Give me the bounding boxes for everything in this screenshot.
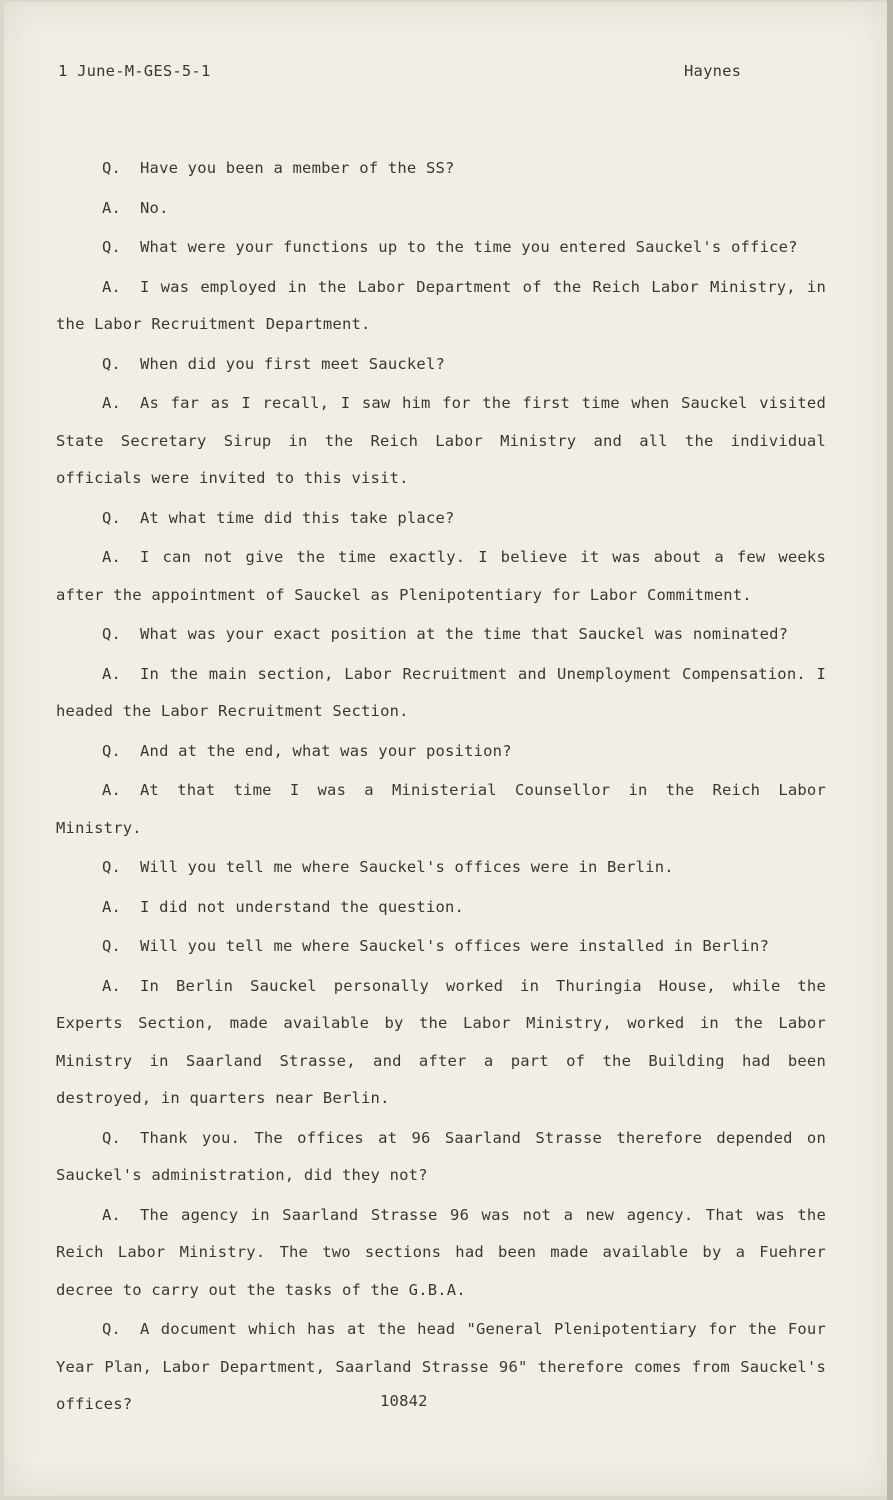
question-label: Q. [102,1320,122,1338]
question-label: Q. [102,354,122,373]
question-text: Thank you. The offices at 96 Saarland Strasse therefore depended on Sauckel's administration, did they not? [56,1128,826,1184]
witness-name: Haynes [684,62,742,80]
question-label: Q. [102,159,122,177]
transcript-paragraph [56,385,826,498]
answer-text: I can not give the time exactly. I believe it was about a few weeks after the appointment of Sauckel as Plenipotentiary for Labor Commitment. [56,548,826,604]
transcript-paragraph [56,1120,826,1195]
answer-label: A. [102,198,122,217]
page-edge [887,0,893,1500]
page-number: 10842 [380,1392,428,1410]
question-text: Will you tell me where Sauckel's offices were in Berlin. [140,858,674,876]
transcript-paragraph [56,229,826,267]
transcript-paragraph [56,656,826,731]
transcript-paragraph [56,849,826,887]
answer-text: In the main section, Labor Recruitment and Unemployment Compensation. I headed the Labor Recruitment Section. [56,664,826,720]
question-text: What was your exact position at the time that Sauckel was nominated? [140,625,789,643]
answer-text: In Berlin Sauckel personally worked in Thuringia House, while the Experts Section, made available by the Labor Ministry, worked in the Labor Ministry in Saarland Strasse, and after a part of the Building had been destroyed, in quarters near Berlin. [56,976,826,1107]
transcript-paragraph [56,616,826,654]
question-text: What were your functions up to the time you entered Sauckel's office? [140,238,798,256]
transcript-paragraph [56,190,826,228]
question-text: A document which has at the head "General Plenipotentiary for the Four Year Plan, Labor Department, Saarland Strasse 96" therefore comes from Sauckel's offices? [56,1320,826,1413]
answer-text: No. [140,198,169,217]
answer-text: At that time I was a Ministerial Counsellor in the Reich Labor Ministry. [56,781,826,837]
question-text: When did you first meet Sauckel? [140,354,446,373]
question-text: And at the end, what was your position? [140,741,512,760]
transcript-paragraph [56,346,826,384]
transcript-paragraph [56,968,826,1118]
question-label: Q. [102,741,122,760]
answer-text: I did not understand the question. [140,897,465,916]
transcript-paragraph [56,889,826,927]
answer-label: A. [102,548,122,566]
transcript-paragraph [56,500,826,538]
answer-label: A. [102,781,122,799]
question-label: Q. [102,937,122,955]
question-text: Will you tell me where Sauckel's offices were installed in Berlin? [140,937,770,955]
question-label: Q. [102,508,122,527]
question-label: Q. [102,625,122,643]
answer-label: A. [102,664,122,683]
transcript-paragraph [56,269,826,344]
answer-label: A. [102,897,122,916]
transcript-paragraph [56,1197,826,1310]
question-label: Q. [102,858,122,876]
question-text: Have you been a member of the SS? [140,159,455,177]
transcript-paragraph [56,539,826,614]
question-text: At what time did this take place? [140,508,455,527]
answer-text: As far as I recall, I saw him for the first time when Sauckel visited State Secretary Sirup in the Reich Labor Ministry and all the individual officials were invited to this visit. [56,394,826,487]
question-label: Q. [102,1128,122,1147]
answer-label: A. [102,976,122,995]
transcript-paragraph [56,928,826,966]
page-header [58,62,743,86]
transcript-paragraph [56,733,826,771]
answer-label: A. [102,394,122,412]
transcript-paragraph [56,150,826,188]
answer-label: A. [102,277,122,296]
document-reference: 1 June-M-GES-5-1 [58,62,211,80]
answer-text: I was employed in the Labor Department of the Reich Labor Ministry, in the Labor Recruitment Department. [56,277,826,333]
answer-label: A. [102,1205,122,1224]
transcript-paragraph [56,1311,826,1424]
transcript-paragraph [56,772,826,847]
transcript-body [56,150,826,1426]
question-label: Q. [102,238,122,256]
answer-text: The agency in Saarland Strasse 96 was not a new agency. That was the Reich Labor Ministry. The two sections had been made available by a Fuehrer decree to carry out the tasks of the G.B.A. [56,1205,826,1299]
